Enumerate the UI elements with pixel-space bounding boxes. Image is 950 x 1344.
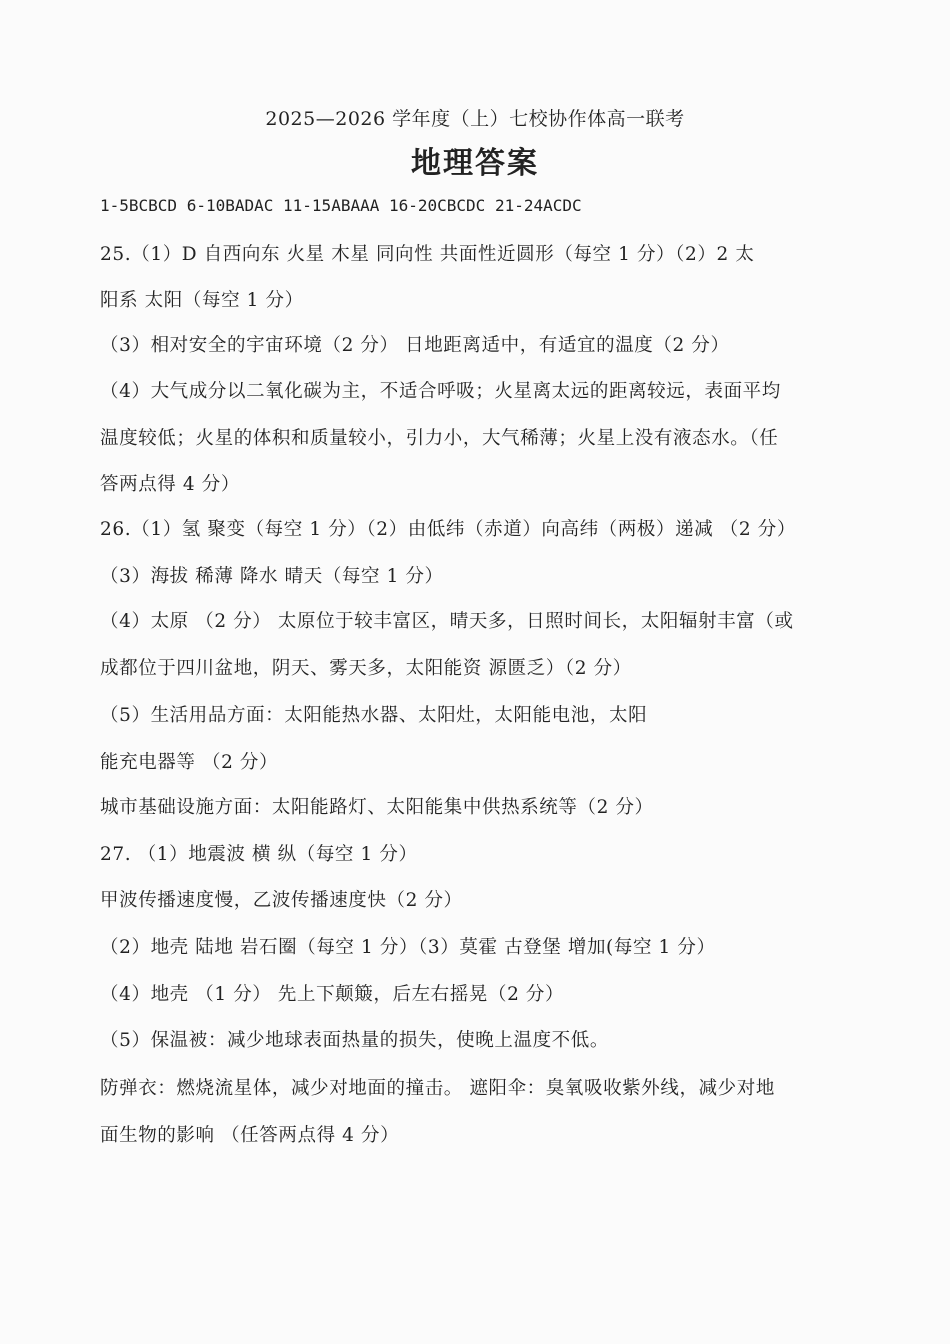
answer-line: 25.（1）D 自西向东 火星 木星 同向性 共面性近圆形（每空 1 分）（2）2 太 — [100, 244, 755, 265]
page-title: 地理答案 — [411, 146, 539, 181]
answer-line: 27. （1）地震波 横 纵（每空 1 分） — [100, 844, 418, 865]
answer-line: （5）生活用品方面：太阳能热水器、太阳灶，太阳能电池，太阳 — [100, 705, 648, 726]
exam-header: 2025—2026 学年度（上）七校协作体高一联考 — [265, 108, 685, 130]
answer-line: 甲波传播速度慢，乙波传播速度快（2 分） — [100, 890, 463, 911]
answer-line: 城市基础设施方面：太阳能路灯、太阳能集中供热系统等（2 分） — [100, 797, 654, 818]
answer-line: （4）大气成分以二氧化碳为主，不适合呼吸；火星离太远的距离较远，表面平均 — [100, 381, 781, 402]
answer-line: （3）相对安全的宇宙环境（2 分） 日地距离适中，有适宜的温度（2 分） — [100, 335, 730, 356]
answer-line: 阳系 太阳（每空 1 分） — [100, 290, 304, 311]
answer-line: 防弹衣：燃烧流星体，减少对地面的撞击。 遮阳伞：臭氧吸收紫外线，减少对地 — [100, 1078, 775, 1099]
answer-line: 能充电器等 （2 分） — [100, 752, 279, 773]
answer-line: （4）太原 （2 分） 太原位于较丰富区，晴天多，日照时间长，太阳辐射丰富（或 — [100, 611, 794, 632]
answer-line: 26.（1）氢 聚变（每空 1 分）（2）由低纬（赤道）向高纬（两极）递减 （2 分） — [100, 519, 796, 540]
answer-line: （5）保温被：减少地球表面热量的损失，使晚上温度不低。 — [100, 1030, 609, 1051]
answer-line: 温度较低；火星的体积和质量较小，引力小，大气稀薄；火星上没有液态水。（任 — [100, 428, 779, 449]
answer-line: 成都位于四川盆地，阴天、雾天多，太阳能资 源匮乏）（2 分） — [100, 658, 632, 679]
answer-line: 面生物的影响 （任答两点得 4 分） — [100, 1125, 400, 1146]
answer-line: （2）地壳 陆地 岩石圈（每空 1 分）（3）莫霍 古登堡 增加(每空 1 分） — [100, 937, 716, 958]
answer-line: （3）海拔 稀薄 降水 晴天（每空 1 分） — [100, 566, 444, 587]
answer-line: （4）地壳 （1 分） 先上下颠簸，后左右摇晃（2 分） — [100, 984, 565, 1005]
multiple-choice-answers: 1-5BCBCD 6-10BADAC 11-15ABAAA 16-20CBCDC 21-24ACDC — [100, 196, 582, 215]
answer-line: 答两点得 4 分） — [100, 474, 240, 495]
